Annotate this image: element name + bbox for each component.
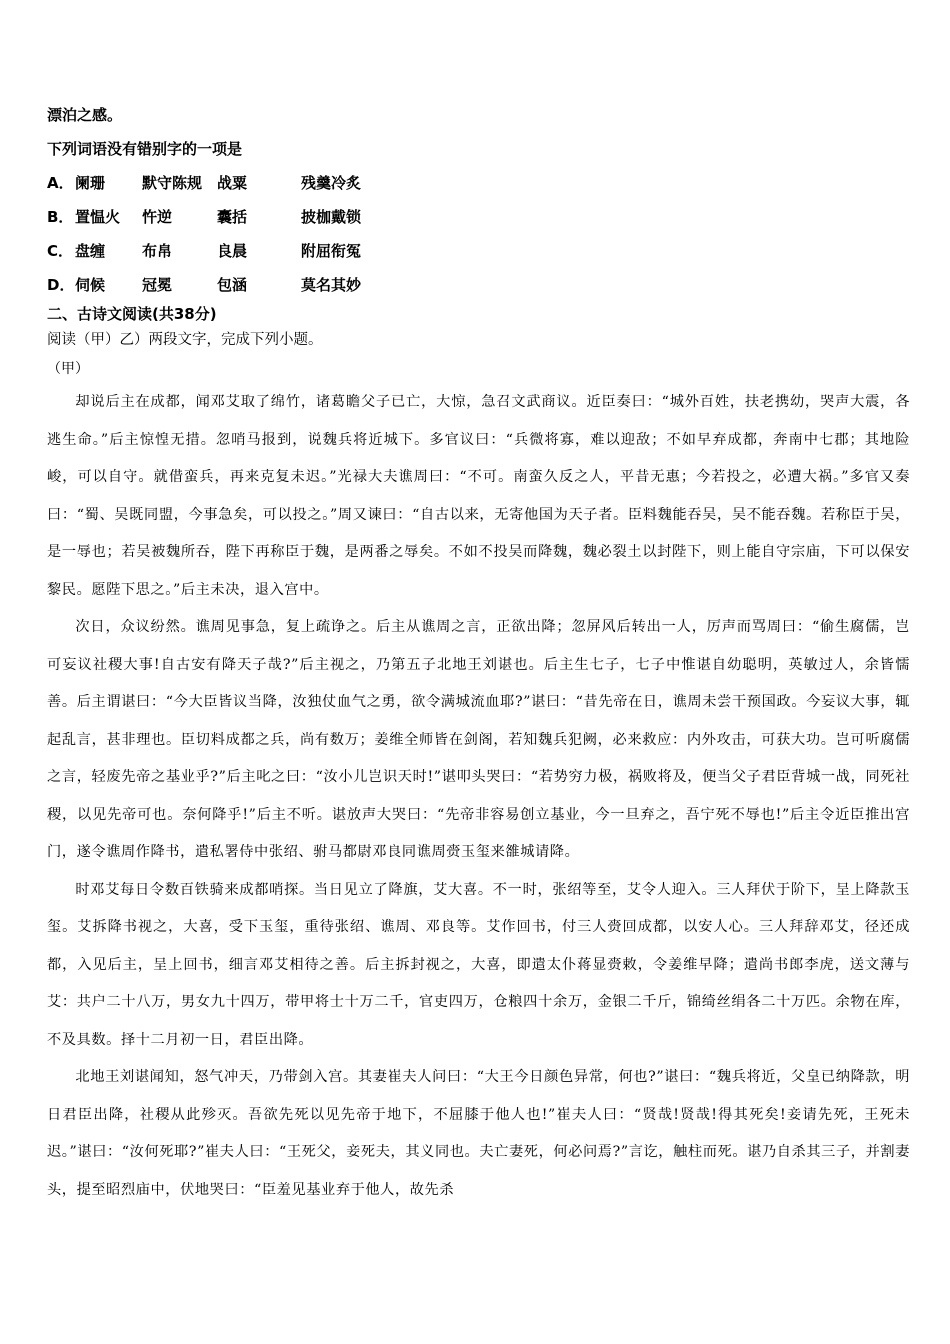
option-word: 莫名其妙	[301, 276, 362, 294]
option-word: 伺候	[75, 276, 106, 294]
option-word: 盘缠	[75, 242, 106, 260]
option-word: 冠冕	[142, 276, 173, 294]
question-stem: 下列词语没有错别字的一项是	[47, 140, 243, 158]
option-word: 披枷戴锁	[301, 208, 362, 226]
option-word: 置愠火	[75, 208, 121, 226]
passage-paragraph: 时邓艾每日令数百铁骑来成都哨探。当日见立了降旗，艾大喜。不一时，张绍等至，艾令人迎入。三人拜伏于阶下，呈上降款玉玺。艾拆降书视之，大喜，受下玉玺，重待张绍、谯周、邓良等。艾作回书，付三人赍回成都，以安人心。三人拜辞邓艾，径还成都，入见后主，呈上回书，细言邓艾相待之善。后主拆封视之，大喜，即遣太仆蒋显赍敕，令姜维早降；遣尚书郎李虎，送文薄与艾：共户二十八万，男女九十四万，带甲将士十万二千，官吏四万，仓粮四十余万，金银二千斤，锦绮丝绢各二十万匹。余物在库，不及具数。择十二月初一日，君臣出降。	[47, 881, 910, 1048]
option-word: 战粟	[217, 174, 248, 192]
option-word: 默守陈规	[142, 174, 203, 192]
option-a[interactable]	[47, 166, 910, 200]
passage-paragraph: 次日，众议纷然。谯周见事急，复上疏诤之。后主从谯周之言，正欲出降；忽屏风后转出一人，厉声而骂周曰：“偷生腐儒，岂可妄议社稷大事!自古安有降天子哉?”后主视之，乃第五子北地王刘谌也。后主生七子，七子中惟谌自幼聪明，英敏过人，余皆懦善。后主谓谌曰：“今大臣皆议当降，汝独仗血气之勇，欲令满城流血耶?”谌曰：“昔先帝在日，谯周未尝干预国政。今妄议大事，辄起乱言，甚非理也。臣切料成都之兵，尚有数万；姜维全师皆在剑阁，若知魏兵犯阙，必来救应：内外攻击，可获大功。岂可听腐儒之言，轻废先帝之基业乎?”后主叱之曰：“汝小儿岂识天时!”谌叩头哭曰：“若势穷力极，祸败将及，便当父子君臣背城一战，同死社稷，以见先帝可也。奈何降乎!”后主不听。谌放声大哭曰：“先帝非容易创立基业，今一旦弃之，吾宁死不辱也!”后主令近臣推出宫门，遂令谯周作降书，遣私署侍中张绍、驸马都尉邓良同谯周赍玉玺来雒城请降。	[47, 619, 910, 860]
passage-paragraph: 却说后主在成都，闻邓艾取了绵竹，诸葛瞻父子已亡，大惊，急召文武商议。近臣奏曰：“城外百姓，扶老携幼，哭声大震，各逃生命。”后主惊惶无措。忽哨马报到，说魏兵将近城下。多官议曰：“兵微将寡，难以迎敌；不如早弃成都，奔南中七郡；其地险峻，可以自守。就借蛮兵，再来克复未迟。”光禄大夫谯周曰：“不可。南蛮久反之人，平昔无惠；今若投之，必遭大祸。”多官又奏曰：“蜀、吴既同盟，今事急矣，可以投之。”周又谏曰：“自古以来，无寄他国为天子者。臣料魏能吞吴，吴不能吞魏。若称臣于吴，是一辱也；若吴被魏所吞，陛下再称臣于魏，是两番之辱矣。不如不投吴而降魏，魏必裂土以封陛下，则上能自守宗庙，下可以保安黎民。愿陛下思之。”后主未决，退入宫中。	[47, 394, 910, 598]
option-d[interactable]	[47, 268, 910, 302]
option-letter: D．	[47, 276, 75, 294]
reading-instruction: 阅读（甲）乙）两段文字，完成下列小题。	[47, 332, 323, 348]
option-word: 忤逆	[142, 208, 173, 226]
option-word: 残羹冷炙	[301, 174, 362, 192]
option-word: 布帛	[142, 242, 173, 260]
document-page	[47, 98, 910, 1209]
option-word: 附屈衔冤	[301, 242, 362, 260]
option-c[interactable]	[47, 234, 910, 268]
option-word: 阑珊	[75, 174, 106, 192]
option-word: 囊括	[217, 208, 248, 226]
passage-label: （甲）	[47, 361, 89, 377]
option-letter: B．	[47, 208, 74, 226]
top-fragment: 漂泊之感。	[47, 106, 123, 124]
option-letter: A．	[47, 174, 74, 192]
section-title: 二、古诗文阅读(共38分)	[47, 305, 217, 323]
option-word: 良晨	[217, 242, 248, 260]
passage-paragraph: 北地王刘谌闻知，怒气冲天，乃带剑入宫。其妻崔夫人问曰：“大王今日颜色异常，何也?”谌曰：“魏兵将近，父皇已纳降款，明日君臣出降，社稷从此殄灭。吾欲先死以见先帝于地下，不屈膝于他人也!”崔夫人曰：“贤哉!贤哉!得其死矣!妾请先死，王死未迟。”谌曰：“汝何死耶?”崔夫人曰：“王死父，妾死夫，其义同也。夫亡妻死，何必问焉?”言讫，触柱而死。谌乃自杀其三子，并割妻头，提至昭烈庙中，伏地哭曰：“臣羞见基业弃于他人，故先杀	[47, 1069, 910, 1198]
option-letter: C．	[47, 242, 74, 260]
option-b[interactable]	[47, 200, 910, 234]
option-word: 包涵	[217, 276, 248, 294]
